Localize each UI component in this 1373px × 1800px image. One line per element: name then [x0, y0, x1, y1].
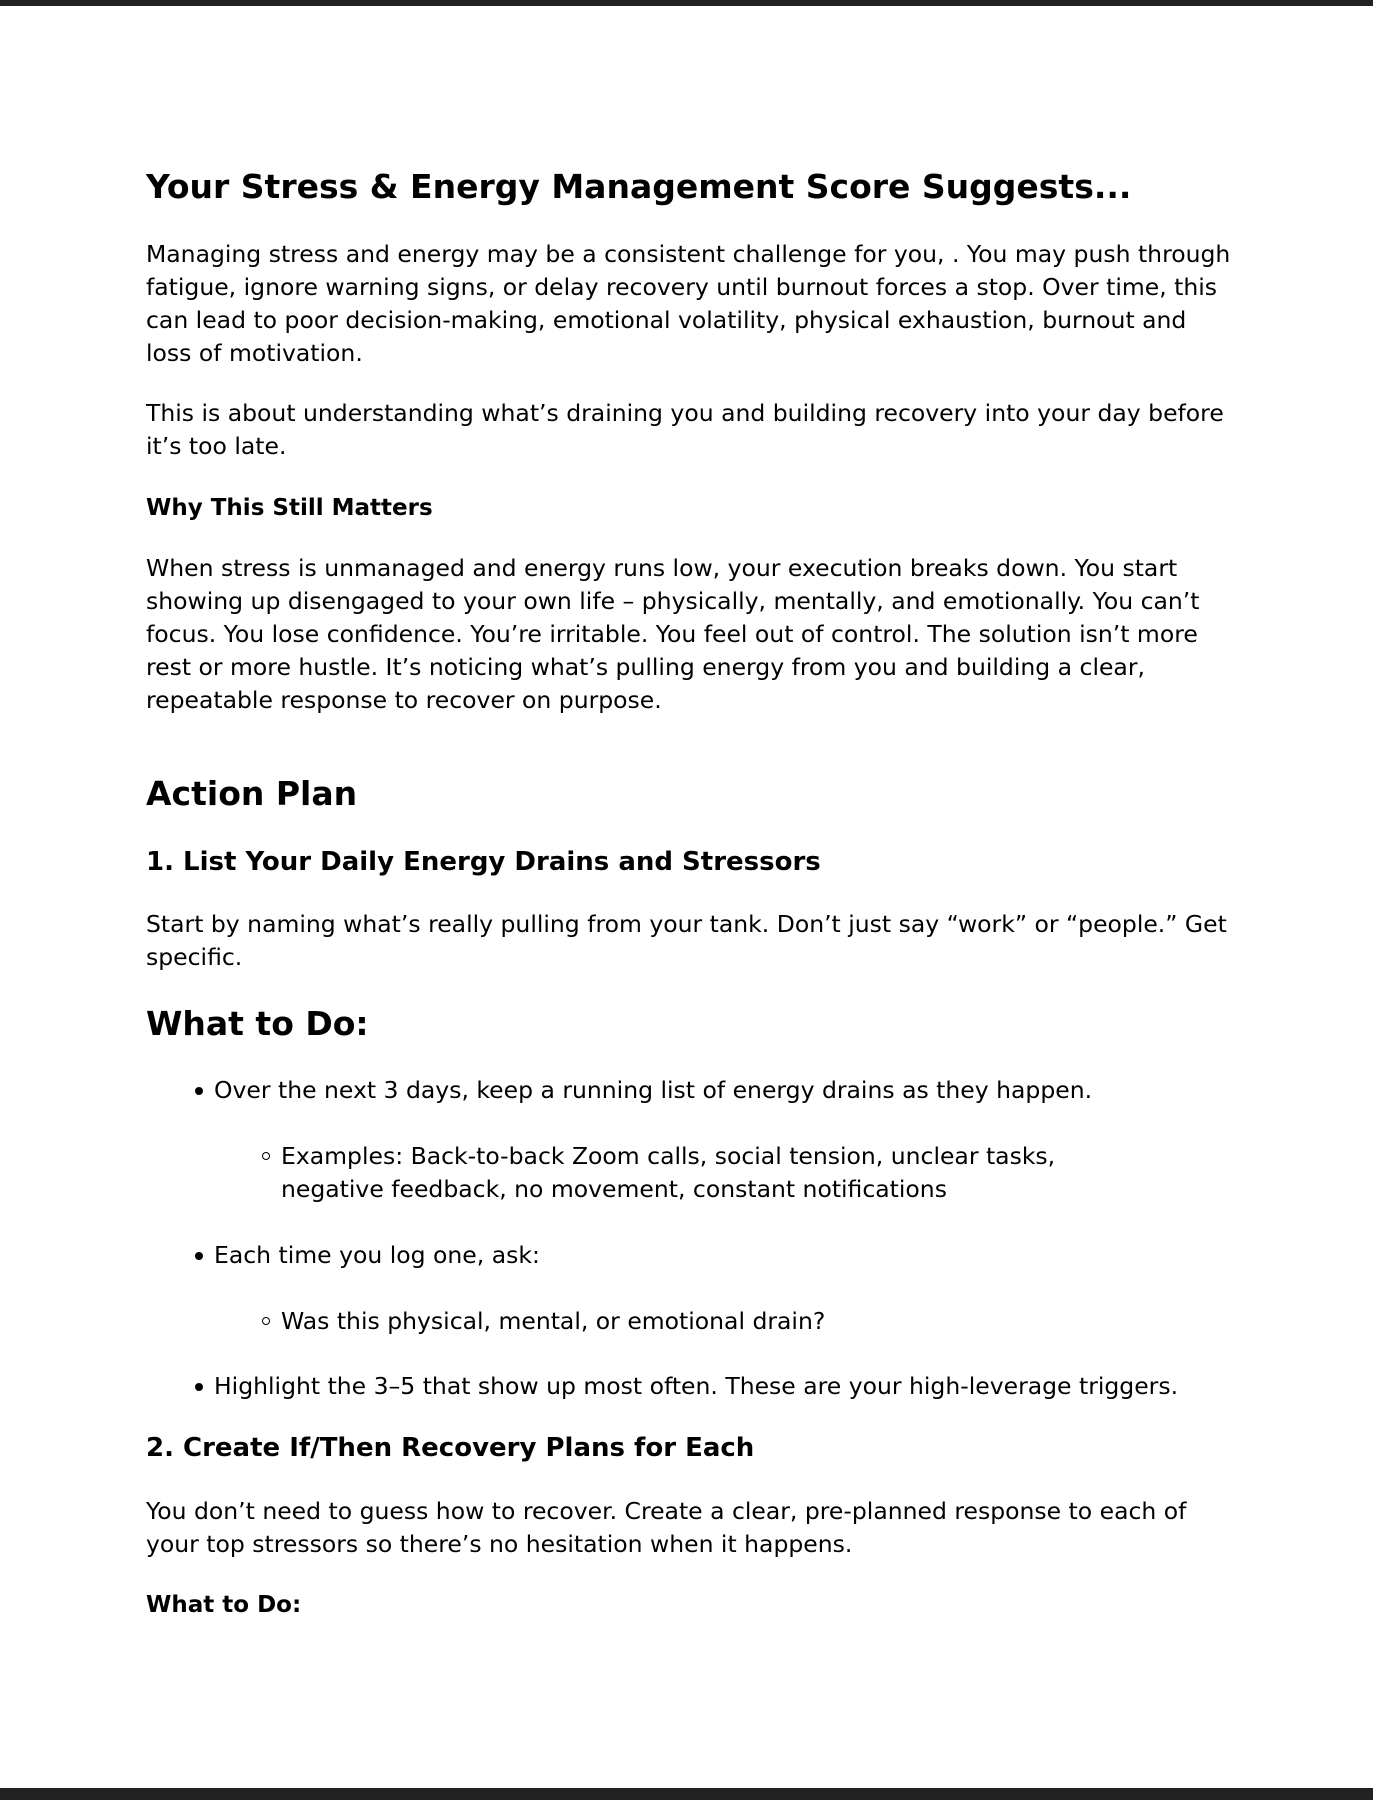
sub-list-item [281, 1140, 1161, 1206]
list-item [214, 1239, 1214, 1272]
why-paragraph: When stress is unmanaged and energy runs low, your execution breaks down. You start showing up disengaged to your own life – physically, mentally, and emotionally. You can’t focus. You lose confidence. You’re irritable. You feel out of control. The solution isn’t more rest or more hustle. It’s noticing what’s pulling energy from you and building a clear, repeatable response to recover on purpose. [146, 554, 1200, 714]
sub-list-item-text: Examples: Back-to-back Zoom calls, social tension, unclear tasks, negative feedback, no movement, constant notifications [281, 1142, 1056, 1203]
list-item [214, 1370, 1214, 1403]
bottom-border [0, 1788, 1373, 1800]
top-border [0, 0, 1373, 6]
bullet-disc-icon [195, 1383, 203, 1391]
step2-heading: 2. Create If/Then Recovery Plans for Each [146, 1433, 755, 1463]
step2-what-to-do-heading: What to Do: [146, 1592, 302, 1618]
sub-list-item [281, 1305, 1161, 1338]
bullet-circle-icon [262, 1152, 270, 1160]
page-title: Your Stress & Energy Management Score Suggests... [146, 167, 1132, 206]
list-item-text: Highlight the 3–5 that show up most often. These are your high-leverage triggers. [214, 1372, 1179, 1400]
summary-paragraph-2: This is about understanding what’s draining you and building recovery into your day before it’s too late. [146, 399, 1224, 460]
bullet-disc-icon [195, 1087, 203, 1095]
why-heading: Why This Still Matters [146, 495, 433, 521]
sub-list-item-text: Was this physical, mental, or emotional drain? [281, 1307, 826, 1335]
list-item-text: Over the next 3 days, keep a running list of energy drains as they happen. [214, 1076, 1093, 1104]
summary-paragraph-1: Managing stress and energy may be a consistent challenge for you, . You may push through fatigue, ignore warning signs, or delay recovery until burnout forces a stop. Over time, this can lead to poor decision-making, emotional volatility, physical exhaustion, burnout and loss of motivation. [146, 240, 1231, 367]
list-item-text: Each time you log one, ask: [214, 1241, 540, 1269]
bullet-circle-icon [262, 1317, 270, 1325]
step1-intro: Start by naming what’s really pulling from your tank. Don’t just say “work” or “people.” Get specific. [146, 910, 1227, 971]
step1-heading: 1. List Your Daily Energy Drains and Stressors [146, 847, 821, 877]
step1-what-to-do-heading: What to Do: [146, 1004, 369, 1043]
action-plan-heading: Action Plan [146, 774, 358, 813]
step2-intro: You don’t need to guess how to recover. Create a clear, pre-planned response to each of your top stressors so there’s no hesitation when it happens. [146, 1497, 1187, 1558]
list-item [214, 1074, 1214, 1107]
bullet-disc-icon [195, 1252, 203, 1260]
